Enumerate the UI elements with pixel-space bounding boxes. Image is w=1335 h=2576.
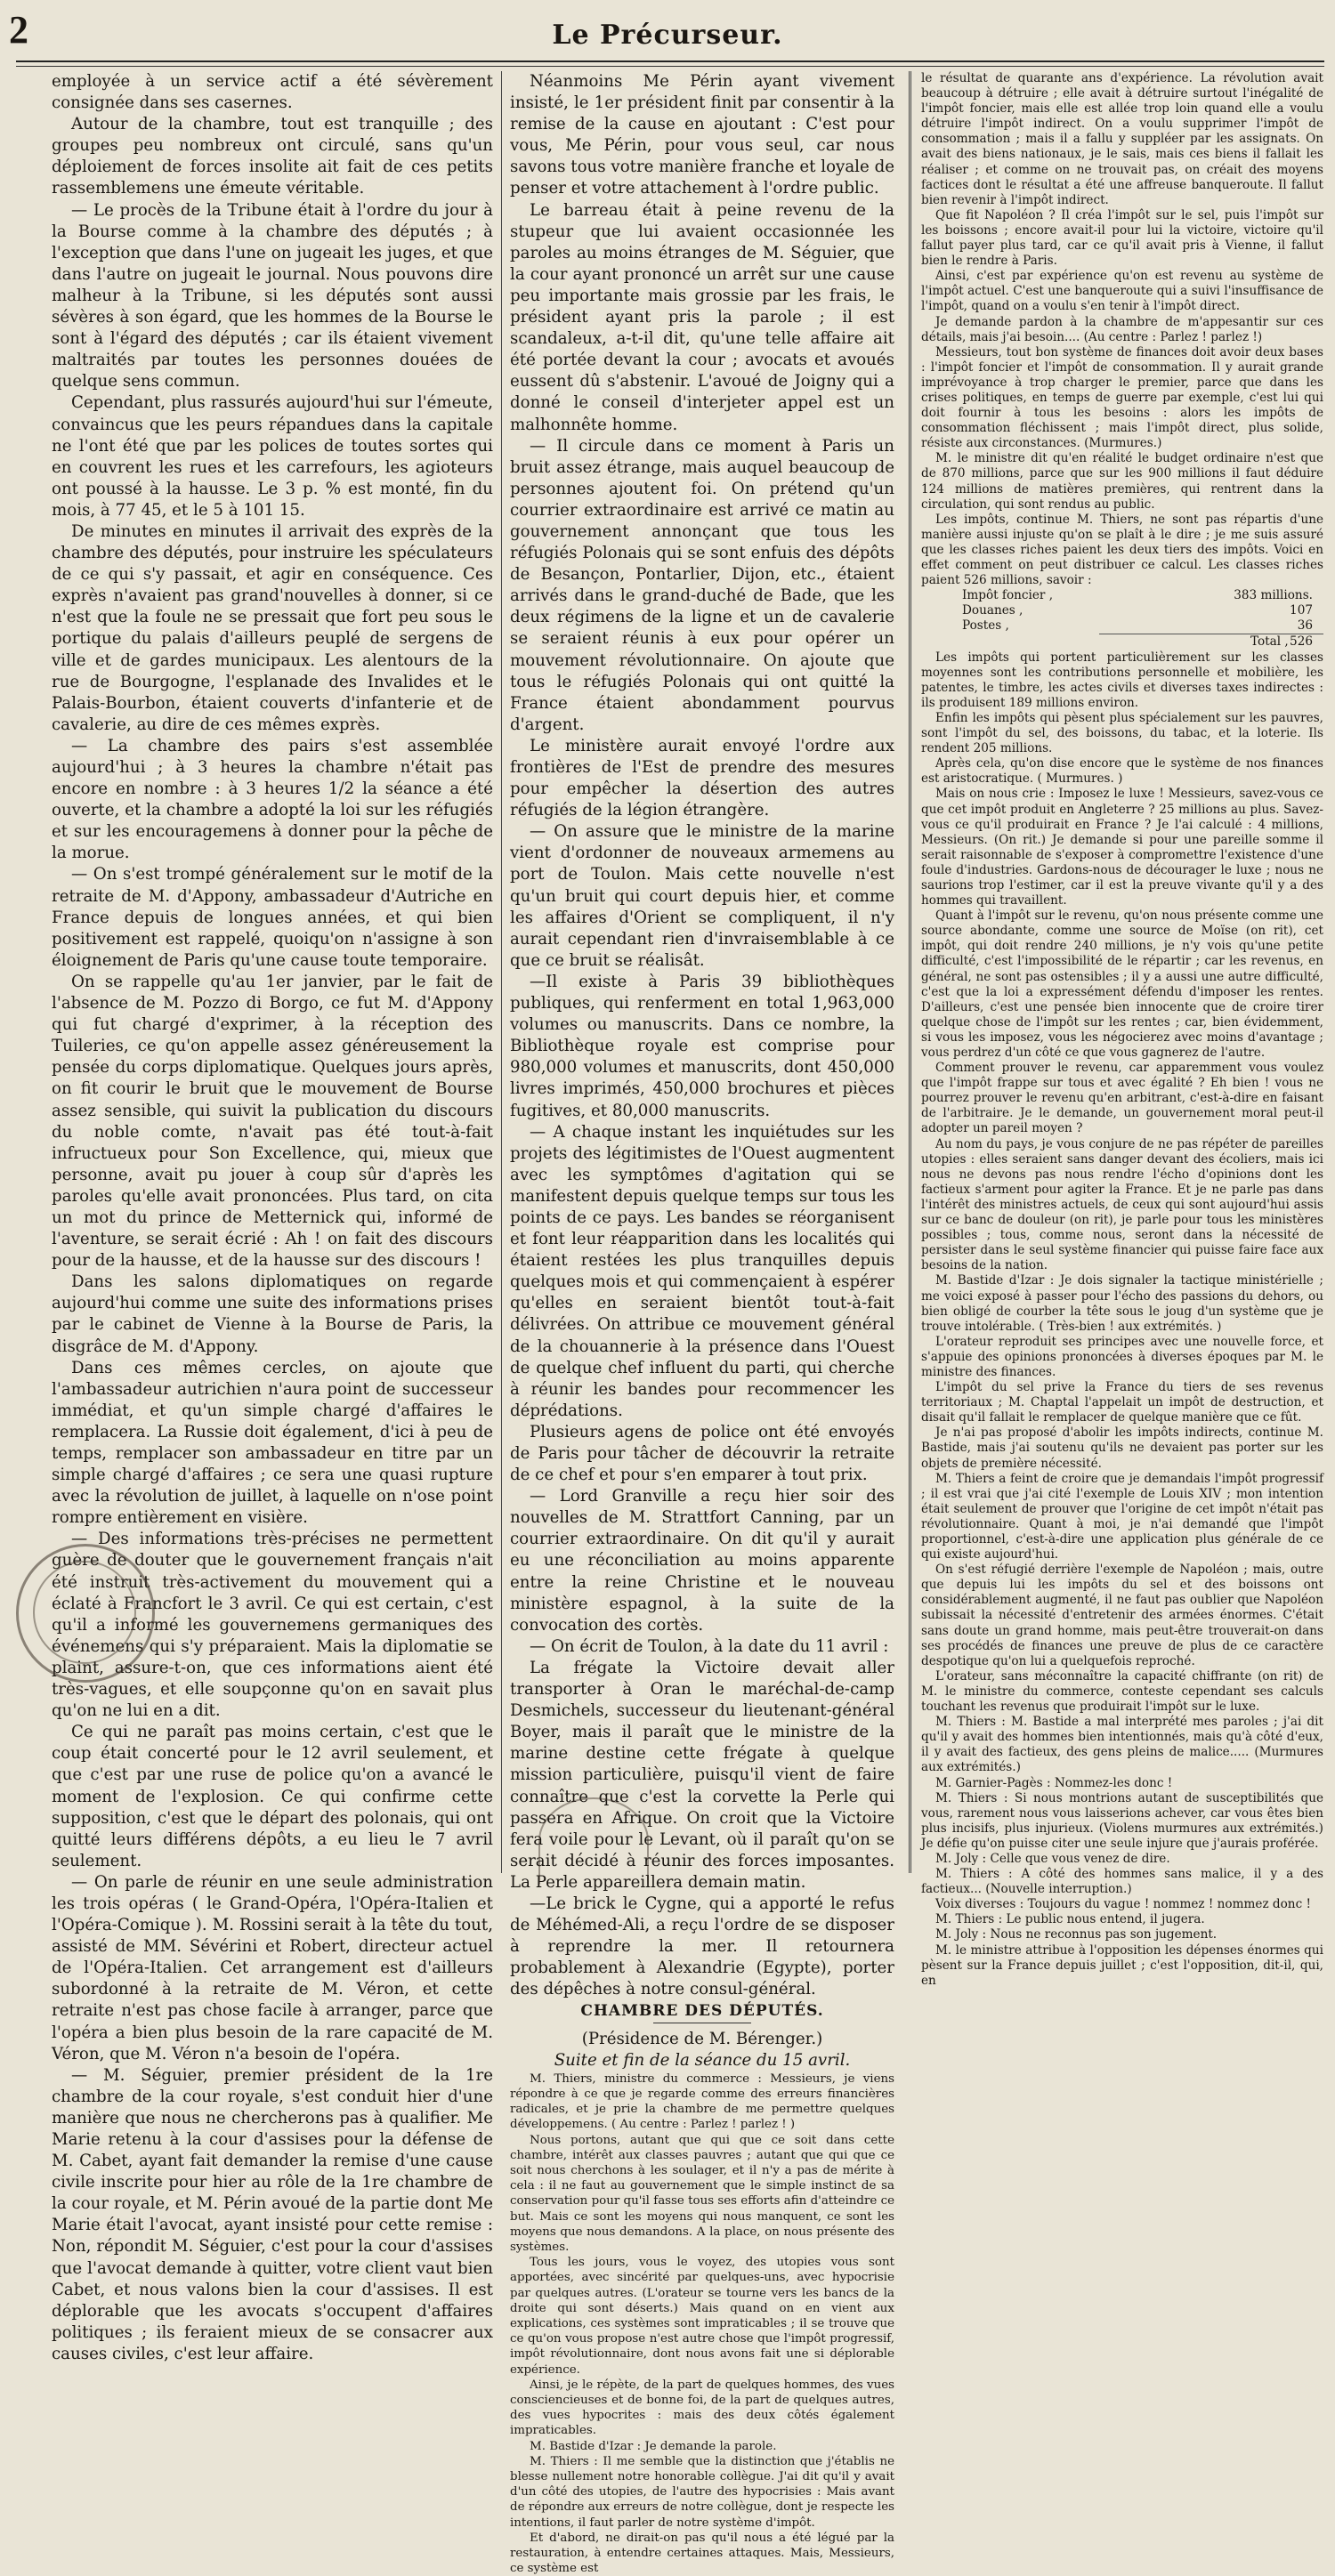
column-separator-double bbox=[909, 71, 911, 1873]
debate-paragraph: M. Joly : Celle que vous venez de dire. bbox=[935, 1851, 1170, 1866]
article-paragraph: De minutes en minutes il arrivait des exprès de la chambre des députés, pour instruire les spéculateurs de ce qui s'y passait, et agir en conséquence. Ces exprès n'avaient pas grand'nouvelles à donner, si ce n'est que la foule ne se pressait que fort peu sous le portique du palais d'ailleurs peuplé de sergens de ville et de gardes municipaux. Les alentours de la rue de Bourgogne, l'esplanade des Invalides et le Palais-Bourbon, étaient couverts d'infanterie et de cavalerie, au dire de ces mêmes exprès. bbox=[52, 521, 493, 734]
debate-paragraph: Ainsi, je le répète, de la part de quelques hommes, des vues consciencieuses et de bonne foi, de la part de quelques autres, des vues hypocrites : mais des deux côtés également impraticables. bbox=[510, 2378, 894, 2438]
tax-table-total bbox=[1099, 634, 1323, 650]
debate-paragraph: Messieurs, tout bon système de finances doit avoir deux bases : l'impôt foncier et l'impôt de consommation. Il y aurait grande imprévoyance à trop charger le premier, parce que dans les crises politiques, en temps de guerre par exemple, c'est lui qui doit fournir à tous les besoins : alors les impôts de consommation fléchissent ; mais l'impôt direct, plus solide, résiste aux circonstances. (Murmures.) bbox=[921, 344, 1323, 451]
debate-paragraph: L'orateur, sans méconnaître la capacité chiffrante (on rit) de M. le ministre du commerce, conteste cependant ses calculs touchant les revenus que produirait l'impôt sur le luxe. bbox=[921, 1668, 1323, 1715]
debate-paragraph: M. Bastide d'Izar : Je dois signaler la tactique ministérielle ; me voici exposé à passer pour l'écho des passions du dehors, ou bien obligé de courber la tête sous le joug d'un système que je trouve intolérable. ( Très-bien ! aux extrémités. ) bbox=[921, 1273, 1323, 1334]
tax-table-row bbox=[921, 618, 1323, 634]
debate-paragraph: Les impôts qui portent particulièrement sur les classes moyennes sont les contributions personnelle et mobilière, les patentes, le timbre, les actes civils et diverses taxes indirectes : ils produisent 189 millions environ. bbox=[921, 650, 1323, 710]
session-line: Suite et fin de la séance du 15 avril. bbox=[554, 2050, 851, 2070]
debate-paragraph: M. Thiers : M. Bastide a mal interprété mes paroles ; j'ai dit qu'il y avait des hommes bien intentionnés, mais qu'à côté d'eux, il y avait des factieux, des gens pleins de malice..... (Murmures aux extrémités.) bbox=[921, 1715, 1323, 1775]
article-paragraph: — On s'est trompé généralement sur le motif de la retraite de M. d'Appony, ambassadeur d'Autriche en France depuis de longues années, et qui bien positivement est rappelé, quoiqu'on n'assigne à son éloignement de Paris qu'une cause toute temporaire. bbox=[52, 865, 493, 970]
debate-paragraph: Les impôts, continue M. Thiers, ne sont pas répartis d'une manière aussi injuste qu'on se plaît à le dire ; je me suis assuré que les classes riches paient les deux tiers des impôts. Voici en effet comment on peut distribuer ce calcul. Les classes riches paient 526 millions, savoir : bbox=[921, 512, 1323, 588]
column-3 bbox=[921, 71, 1323, 1988]
article-paragraph: — On écrit de Toulon, à la date du 11 avril : bbox=[530, 1636, 889, 1656]
article-paragraph: — On assure que le ministre de la marine vient d'ordonner de nouveaux armemens au port de Toulon. Mais cette nouvelle n'est qu'un bruit qui court depuis hier, et comme les affaires d'Orient se compliquent, il n'y aurait cependant rien d'invraisemblable à ce que ce bruit se réalisât. bbox=[510, 822, 894, 970]
article-paragraph: Plusieurs agens de police ont été envoyés de Paris pour tâcher de découvrir la retraite de ce chef et pour s'en emparer à tout prix. bbox=[510, 1422, 894, 1485]
tax-value: 383 millions. bbox=[1234, 588, 1313, 603]
debate-paragraph: M. Bastide d'Izar : Je demande la parole. bbox=[530, 2439, 777, 2453]
section-title: CHAMBRE DES DÉPUTÉS. bbox=[580, 2002, 824, 2021]
debate-paragraph: Nous portons, autant que qui que ce soit dans cette chambre, intérêt aux classes pauvres ; autant que qui que ce soit nous cherchons à les soulager, et il n'y a pas de mérite à cela : il ne faut au gouvernement que le simple instinct de sa conservation pour qu'il fasse tous ses efforts afin d'atteindre ce but. Mais ce sont les moyens qui nous manquent, ce sont les moyens que nous demandons. A la place, on nous présente des systèmes. bbox=[510, 2133, 894, 2254]
debate-paragraph: M. Thiers : A côté des hommes sans malice, il y a des factieux... (Nouvelle interruption.) bbox=[921, 1867, 1323, 1897]
postal-stamp-circle bbox=[16, 1544, 155, 1683]
tax-table-row bbox=[921, 603, 1323, 618]
debate-paragraph: M. Joly : Nous ne reconnus pas son jugement. bbox=[935, 1927, 1218, 1942]
debate-text bbox=[510, 2071, 894, 2576]
article-paragraph: Néanmoins Me Périn ayant vivement insisté, le 1er président finit par consentir à la remise de la cause en ajoutant : C'est pour vous, Me Périn, pour vous seul, car nous savons tous votre manière franche et loyale de penser et votre attachement à l'ordre public. bbox=[510, 72, 894, 198]
article-paragraph: Cependant, plus rassurés aujourd'hui sur l'émeute, convaincus que les peurs répandues dans la capitale ne l'ont été que par les polices de toutes sortes qui en couvrent les rues et les carrefours, les agioteurs ont poussé à la hausse. Le 3 p. % est monté, fin du mois, à 77 45, et le 5 à 101 15. bbox=[52, 393, 493, 520]
debate-paragraph: Au nom du pays, je vous conjure de ne pas répéter de pareilles utopies : elles seraient sans danger devant des écoliers, mais ici nous ne devons pas nous rendre l'écho d'opinions dont les factieux s'arment pour agiter la France. Et je ne parle pas dans l'intérêt des ministres actuels, de ceux qui sont aujourd'hui assis sur ce banc de douleur (on rit), je parle pour tous les ministères possibles ; tous, comme nous, seront dans la nécessité de persister dans le seul système financier qui puisse faire face aux besoins de la nation. bbox=[921, 1136, 1323, 1273]
tax-value: 36 bbox=[1297, 618, 1313, 634]
debate-paragraph: Quant à l'impôt sur le revenu, qu'on nous présente comme une source abondante, comme une source de Moïse (on rit), cet impôt, qui doit rendre 240 millions, je n'y vois qu'une petite difficulté, c'est l'impossibilité de le répartir ; car les revenus, en général, ne sont pas ostensibles ; il y a aussi une autre difficulté, c'est que la loi a expressément défendu d'imposer les rentes. D'ailleurs, c'est une pensée bien innocente que de croire tirer quelque chose de l'impôt sur les rentes ; car, bien évidemment, si vous les imposez, vous les négocierez avec moins d'avantage ; vous perdrez d'un côté ce que vous gagnerez de l'autre. bbox=[921, 908, 1323, 1060]
newspaper-title: Le Précurseur. bbox=[552, 20, 783, 51]
debate-paragraph: M. Thiers, ministre du commerce : Messieurs, je viens répondre à ce que je regarde comme des erreurs financières radicales, et je prie la chambre de me permettre quelques développemens. ( Au centre : Parlez ! parlez ! ) bbox=[510, 2071, 894, 2132]
page-number: 2 bbox=[9, 8, 28, 52]
tax-total-label: Total , bbox=[1250, 634, 1289, 650]
debate-paragraph: Je n'ai pas proposé d'abolir les impôts indirects, continue M. Bastide, mais j'ai soutenu qu'ils ne devaient pas porter sur les objets de première nécessité. bbox=[921, 1425, 1323, 1471]
debate-paragraph: M. Thiers : Le public nous entend, il jugera. bbox=[935, 1912, 1205, 1927]
debate-paragraph: Voix diverses : Toujours du vague ! nommez ! nommez donc ! bbox=[935, 1897, 1311, 1912]
debate-paragraph: L'orateur reproduit ses principes avec une nouvelle force, et s'appuie des opinions prononcées à diverses époques par M. le ministre des finances. bbox=[921, 1334, 1323, 1379]
debate-paragraph: Tous les jours, vous le voyez, des utopies vous sont apportées, avec sincérité par quelques-uns, avec hypocrisie par quelques autres. (L'orateur se tourne vers les bancs de la droite qui sont déserts.) Mais quand on en vient aux explications, ces systèmes sont impraticables ; il se trouve que ce qu'on vous propose n'est autre chose que l'impôt progressif, impôt révolutionnaire, dont nous avons fait une si déplorable expérience. bbox=[510, 2256, 894, 2377]
header-rule-thin bbox=[16, 66, 1324, 67]
article-paragraph: — Lord Granville a reçu hier soir des nouvelles de M. Strattfort Canning, par un courrier extraordinaire. On dit qu'il y aurait eu une réconciliation au moins apparente entre la reine Christine et le nouveau ministère espagnol, à la suite de la convocation des cortès. bbox=[510, 1487, 894, 1635]
article-paragraph: employée à un service actif a été sévèrement consignée dans ses casernes. bbox=[52, 72, 493, 113]
debate-paragraph: le résultat de quarante ans d'expérience. La révolution avait beaucoup à détruire ; elle avait à détruire surtout l'inégalité de l'impôt foncier, mais elle est allée trop loin quand elle a voulu détruire l'impôt indirect. On a voulu supprimer l'impôt de consommation ; mais il a fallu y suppléer par les assignats. On avait des biens nationaux, je le sais, mais ces biens il fallait les réaliser ; et comme on ne trouvait pas, on créait des moyens factices dont le résultat a été une affreuse banqueroute. Il fallut bien revenir à l'impôt indirect. bbox=[921, 71, 1323, 207]
debate-paragraph: M. Thiers a feint de croire que je demandais l'impôt progressif ; il est vrai que j'ai cité l'exemple de Louis XIV ; mon intention était seulement de prouver que l'origine de cet impôt n'était pas révolutionnaire. Quant à moi, je n'ai demandé que l'impôt proportionnel, c'est-à-dire une application plus générale de ce qui existe aujourd'hui. bbox=[921, 1471, 1323, 1563]
presidence-line: (Présidence de M. Bérenger.) bbox=[581, 2029, 823, 2048]
article-paragraph: — On parle de réunir en une seule administration les trois opéras ( le Grand-Opéra, l'Opéra-Italien et l'Opéra-Comique ). M. Rossini serait à la tête du tout, assisté de MM. Sévérini et Robert, directeur actuel de l'Opéra-Italien. Cet arrangement est d'ailleurs subordonné à la retraite de M. Véron, et cette retraite n'est pas chose facile à arranger, parce que l'opéra a bien plus besoin de la rare capacité de M. Véron, que M. Véron n'a besoin de l'opéra. bbox=[52, 1872, 493, 2063]
debate-paragraph: Mais on nous crie : Imposez le luxe ! Messieurs, savez-vous ce que cet impôt produit en Angleterre ? 25 millions au plus. Savez-vous ce qu'il produirait en France ? Je l'ai calculé : 4 millions, Messieurs. (On rit.) Je demande si pour une pareille somme il serait raisonnable de s'exposer à compromettre l'existence d'une foule d'industries. Gardons-nous de décourager le luxe ; nous ne saurions trop l'estimer, car il est la preuve vivante qu'il y a des hommes qui travaillent. bbox=[921, 787, 1323, 908]
tax-label: Douanes , bbox=[962, 603, 1024, 618]
tax-label: Impôt foncier , bbox=[962, 588, 1054, 603]
debate-paragraph: M. Thiers : Il me semble que la distinction que j'établis ne blesse nullement notre honorable collègue. J'ai dit qu'il y avait d'un côté des utopies, de l'autre des hypocrisies : Mais avant de répondre aux erreurs de notre collègue, dont je respecte les intentions, il faut parler de notre système d'impôt. bbox=[510, 2454, 894, 2530]
debate-paragraph: Je demande pardon à la chambre de m'appesantir sur ces détails, mais j'ai besoin.... (Au centre : Parlez ! parlez !) bbox=[921, 314, 1323, 344]
header-rule bbox=[16, 61, 1324, 62]
debate-paragraph: Comment prouver le revenu, car apparemment vous voulez que l'impôt frappe sur tous et avec égalité ? Eh bien ! vous ne pourrez prouver le revenu qu'en arbitrant, c'est-à-dire en faisant de l'arbitraire. Je le demande, un gouvernement moral peut-il adopter un pareil moyen ? bbox=[921, 1061, 1323, 1136]
article-paragraph: La frégate la Victoire devait aller transporter à Oran le maréchal-de-camp Desmichels, successeur du lieutenant-général Boyer, mais il paraît que le ministre de la marine destine cette frégate à quelque mission particulière, puisqu'il vient de faire connaître que c'est la corvette la Perle qui passera en Afrique. On croit que la Victoire fera voile pour le Levant, où il paraît qu'on se serait décidé à réunir des forces imposantes. La Perle appareillera demain matin. bbox=[510, 1658, 894, 1892]
debate-paragraph: Que fit Napoléon ? Il créa l'impôt sur le sel, puis l'impôt sur les boissons ; encore avait-il pour lui la victoire, victoire qu'il fallut payer plus tard, car ce qu'il avait pris à Vienne, il fallut bien le rendre à Paris. bbox=[921, 207, 1323, 269]
postal-stamp-inner-ring bbox=[33, 1561, 136, 1664]
debate-paragraph: Ainsi, c'est par expérience qu'on est revenu au système de l'impôt actuel. C'est une banqueroute qui a suivi l'insuffisance de l'impôt, quand on a voulu s'en tenir à l'impôt direct. bbox=[921, 269, 1323, 314]
debate-paragraph: Et d'abord, ne dirait-on pas qu'il nous a été légué par la restauration, à entendre certaines attaques. Mais, Messieurs, ce système est bbox=[510, 2531, 894, 2576]
article-paragraph: On se rappelle qu'au 1er janvier, par le fait de l'absence de M. Pozzo di Borgo, ce fut M. d'Appony qui fut chargé d'exprimer, à la réception des Tuileries, ce qu'on appelle assez généreusement la pensée du corps diplomatique. Quelques jours après, on fit courir le bruit que le mouvement de Bourse assez sensible, qui suivit la publication du discours du noble comte, n'avait pas été tout-à-fait infructueux pour Son Excellence, qui, mieux que personne, avait pu jouer à coup sûr d'après les paroles qu'elle avait prononcées. Plus tard, on cita un mot du prince de Metternick qui, informé de l'aventure, se serait écrié : Ah ! on fait des discours pour de la hausse, et de la hausse sur des discours ! bbox=[52, 972, 493, 1271]
article-paragraph: Dans les salons diplomatiques on regarde aujourd'hui comme une suite des informations prises par le cabinet de Vienne à la Bourse de Paris, la disgrâce de M. d'Appony. bbox=[52, 1272, 493, 1356]
debate-paragraph: M. Thiers : Si nous montrions autant de susceptibilités que vous, rarement nous vous laisserions achever, car vous êtes bien plus incisifs, plus injurieux. (Violens murmures aux extrémités.) Je défie qu'on puisse citer une seule injure que j'aurais proférée. bbox=[921, 1790, 1323, 1851]
tax-label: Postes , bbox=[962, 618, 1009, 634]
article-paragraph: —Le brick le Cygne, qui a apporté le refus de Méhémed-Ali, a reçu l'ordre de se disposer à reprendre la mer. Il retournera probablement à Alexandrie (Egypte), porter des dépêches à notre consul-général. bbox=[510, 1894, 894, 1999]
tax-table-row bbox=[921, 588, 1323, 603]
article-paragraph: — Des informations très-précises ne permettent guère de douter que le gouvernement français n'ait été instruit très-activement du mouvement qui a éclaté à Francfort le 3 avril. Ce qui est certain, c'est qu'il a informé les gouvernemens germaniques des événemens qui s'y préparaient. Mais la diplomatie se plaint, assure-t-on, que ces informations aient été très-vagues, et elle soupçonne qu'on en savait plus qu'on ne lui en a dit. bbox=[52, 1530, 493, 1721]
debate-paragraph: On s'est réfugié derrière l'exemple de Napoléon ; mais, outre que depuis lui les impôts du sel et des boissons ont considérablement augmenté, il ne faut pas oublier que Napoléon subissait la nécessité d'entretenir des armées énormes. C'était sans doute un grand homme, mais peut-être trouverait-on dans ses procédés de finances une preuve de plus de ce caractère despotique qu'on lui a quelquefois reproché. bbox=[921, 1563, 1323, 1668]
masthead bbox=[0, 0, 1335, 62]
article-paragraph: — La chambre des pairs s'est assemblée aujourd'hui ; à 3 heures la chambre n'était pas encore en nombre : à 3 heures 1/2 la séance a été ouverte, et la chambre a adopté la loi sur les réfugiés et sur les encouragemens à donner pour la pêche de la morue. bbox=[52, 736, 493, 863]
article-paragraph: — A chaque instant les inquiétudes sur les projets des légitimistes de l'Ouest augmentent avec les symptômes d'agitation qui se manifestent depuis quelque temps sur tous les points de ce pays. Les bandes se réorganisent et font leur réapparition dans les localités qui étaient restées les plus tranquilles depuis quelques mois et qui commençaient à espérer qu'elles en seraient bientôt tout-à-fait délivrées. On attribue ce mouvement général de la chouannerie à la présence dans l'Ouest de quelque chef influent du parti, qui cherche à réunir les bandes pour recommencer les déprédations. bbox=[510, 1122, 894, 1420]
debate-paragraph: M. Garnier-Pagès : Nommez-les donc ! bbox=[935, 1775, 1173, 1790]
article-paragraph: Autour de la chambre, tout est tranquille ; des groupes peu nombreux ont circulé, sans qu'un déploiement de forces insolite ait fait de ces petits rassemblemens une émeute véritable. bbox=[52, 115, 493, 198]
debate-paragraph: L'impôt du sel prive la France du tiers de ses revenus territoriaux ; M. Chaptal l'appelait un impôt de destruction, et disait qu'il fallait le remplacer de quelque manière que ce fût. bbox=[921, 1380, 1323, 1425]
tax-total-value: 526 bbox=[1290, 634, 1313, 650]
article-paragraph: — Le procès de la Tribune était à l'ordre du jour à la Bourse comme à la chambre des députés ; à l'exception que dans l'une on jugeait les juges, et que dans l'autre on jugeait le journal. Nous pouvons dire malheur à la Tribune, si les députés sont aussi sévères à son égard, que les hommes de la Bourse le sont à l'égard des députés ; car ils étaient vivement maltraités par toutes les personnes douées de quelque sens commun. bbox=[52, 200, 493, 392]
postal-stamp-partial bbox=[538, 1797, 649, 1884]
article-paragraph: —Il existe à Paris 39 bibliothèques publiques, qui renferment en total 1,963,000 volumes ou manuscrits. Dans ce nombre, la Bibliothèque royale est comprise pour 980,000 volumes et manuscrits, dont 450,000 livres imprimés, 450,000 brochures et pièces fugitives, et 80,000 manuscrits. bbox=[510, 972, 894, 1120]
tax-value: 107 bbox=[1290, 603, 1313, 618]
debate-paragraph: Après cela, qu'on dise encore que le système de nos finances est aristocratique. ( Murmures. ) bbox=[921, 756, 1323, 787]
article-paragraph: Le barreau était à peine revenu de la stupeur que lui avaient occasionnée les paroles au moins étranges de M. Séguier, que la cour ayant prononcé un arrêt sur une cause peu importante mais grossie par les frais, le président ayant pris la parole ; il est scandaleux, a-t-il dit, qu'une telle affaire ait été portée devant la cour ; avocats et avoués eussent dû s'abstenir. L'avoué de Joigny qui a donné le conseil d'interjeter appel est un malhonnête homme. bbox=[510, 200, 894, 434]
article-paragraph: Dans ces mêmes cercles, on ajoute que l'ambassadeur autrichien n'aura point de successeur immédiat, et qu'un simple chargé d'affaires le remplacera. La Russie doit également, d'ici à peu de temps, remplacer son ambassadeur en titre par un simple chargé d'affaires ; ce sera une quasi rupture avec la révolution de juillet, à laquelle on n'ose point rompre entièrement en visière. bbox=[52, 1358, 493, 1528]
debate-paragraph: Enfin les impôts qui pèsent plus spécialement sur les pauvres, sont l'impôt du sel, des boissons, du tabac, et la loterie. Ils rendent 205 millions. bbox=[921, 710, 1323, 756]
article-paragraph: Le ministère aurait envoyé l'ordre aux frontières de l'Est de prendre des mesures pour empêcher la désertion des autres réfugiés de la légion étrangère. bbox=[510, 736, 894, 820]
debate-paragraph: M. le ministre dit qu'en réalité le budget ordinaire n'est que de 870 millions, parce que sur les 900 millions il faut déduire 124 millions de matières premières, qui rentrent dans la circulation, qui sont rendus au public. bbox=[921, 451, 1323, 512]
column-separator bbox=[501, 71, 502, 1873]
article-paragraph: Ce qui ne paraît pas moins certain, c'est que le coup était concerté pour le 12 avril seulement, et que c'est par une ruse de police qu'on a avancé le moment de l'explosion. Ce qui confirme cette supposition, c'est que le départ des polonais, qui ont quitté leurs différens dépôts, a eu lieu le 7 avril seulement. bbox=[52, 1723, 493, 1870]
article-paragraph: — M. Séguier, premier président de la 1re chambre de la cour royale, s'est conduit hier d'une manière que nous ne chercherons pas à qualifier. Me Marie retenu à la cour d'assises pour la défense de M. Cabet, ayant fait demander la remise d'une cause civile inscrite pour hier au rôle de la 1re chambre de la cour royale, et M. Périn avoué de la partie dont Me Marie était l'avocat, ayant insisté pour cette remise : Non, répondit M. Séguier, c'est pour la cour d'assises que l'avocat demande à quitter, votre client vaut bien Cabet, et nous valons bien la cour d'assises. Il est déplorable que les avocats s'occupent d'affaires politiques ; ils feraient mieux de se consacrer aux causes civiles, c'est leur affaire. bbox=[52, 2065, 493, 2363]
article-paragraph: — Il circule dans ce moment à Paris un bruit assez étrange, mais auquel beaucoup de personnes ajoutent foi. On prétend qu'un courrier extraordinaire est arrivé ce matin au gouvernement annonçant que tous les réfugiés Polonais qui se sont enfuis des dépôts de Besançon, Pontarlier, Dijon, etc., étaient arrivés dans le grand-duché de Bade, que les deux régimens de la ligne et un de cavalerie se seraient réunis à eux pour opérer un mouvement révolutionnaire. On ajoute que tous le réfugiés Polonais qui ont quitté la France étaient abondamment pourvus d'argent. bbox=[510, 436, 894, 734]
debate-paragraph: M. le ministre attribue à l'opposition les dépenses énormes qui pèsent sur la France depuis juillet ; c'est l'opposition, dit-il, qui, en bbox=[921, 1942, 1323, 1988]
column-2 bbox=[510, 71, 894, 2576]
